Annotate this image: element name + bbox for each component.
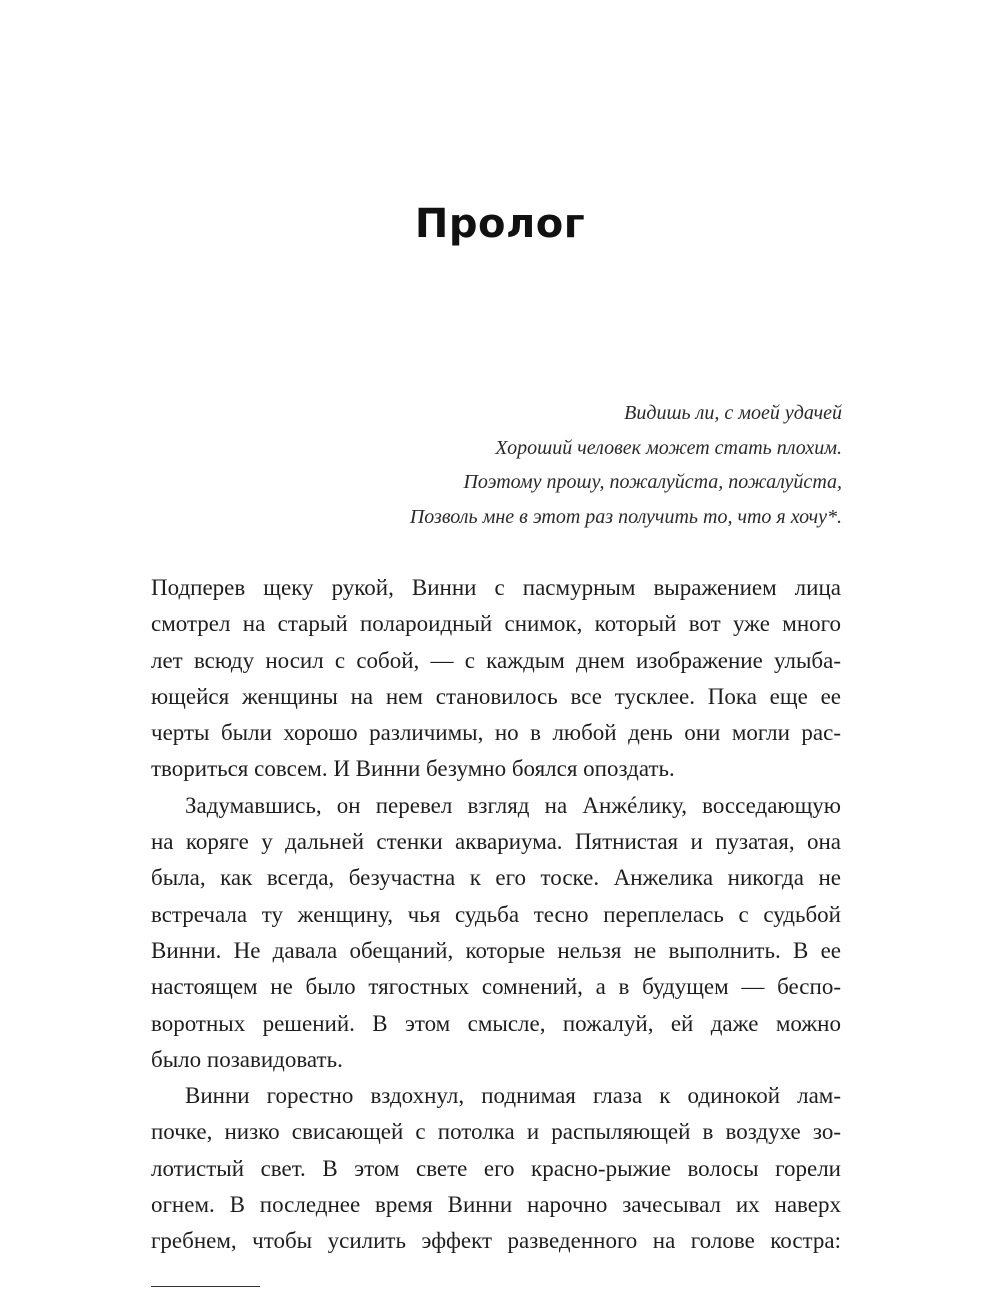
text-line: Винни. Не давала обещаний, которые нельзя не выполнить. В ее: [151, 937, 841, 963]
text-line: встречала ту женщину, чья судьба тесно переплелась с судьбой: [151, 901, 841, 927]
paragraph: [151, 788, 841, 1078]
text-line: гребнем, чтобы усилить эффект разведенного на голове костра:: [151, 1228, 841, 1254]
epigraph-line: Поэтому прошу, пожалуйста, пожалуйста,: [463, 471, 842, 493]
text-line: огнем. В последнее время Винни нарочно зачесывал их наверх: [151, 1192, 841, 1218]
text-line: лет всюду носил с собой, — с каждым днем изображение улыба-: [151, 647, 841, 673]
text-line: Винни горестно вздохнул, поднимая глаза к одинокой лам-: [185, 1083, 841, 1109]
epigraph: [222, 396, 842, 534]
epigraph-line: Хороший человек может стать плохим.: [495, 436, 842, 459]
text-line: лотистый свет. В этом свете его красно-рыжие волосы горели: [151, 1155, 841, 1181]
text-line: ющейся женщины на нем становилось все тусклее. Пока еще ее: [151, 683, 841, 709]
epigraph-line: Видишь ли, с моей удачей: [624, 402, 842, 424]
paragraph: [151, 1078, 841, 1259]
text-line: на коряге у дальней стенки аквариума. Пятнистая и пузатая, она: [151, 829, 841, 855]
paragraph: [151, 570, 841, 788]
text-line: было позавидовать.: [151, 1046, 343, 1072]
body-text: [151, 570, 841, 1260]
text-line: смотрел на старый полароидный снимок, который вот уже много: [151, 611, 841, 637]
text-line: твориться совсем. И Винни безумно боялся опоздать.: [151, 756, 675, 782]
text-line: была, как всегда, безучастна к его тоске. Анжелика никогда не: [151, 865, 841, 891]
footnote-separator: [151, 1286, 260, 1287]
text-line: почке, низко свисающей с потолка и распыляющей в воздухе зо-: [151, 1119, 841, 1145]
text-line: черты были хорошо различимы, но в любой день они могли рас-: [151, 720, 841, 746]
text-line: воротных решений. В этом смысле, пожалуй, ей даже можно: [151, 1010, 841, 1036]
text-line: Подперев щеку рукой, Винни с пасмурным выражением лица: [151, 575, 841, 600]
text-line: Задумавшись, он перевел взгляд на Анжéлику, восседающую: [185, 792, 841, 818]
text-line: настоящем не было тягостных сомнений, а в будущем — беспо-: [151, 974, 841, 1000]
epigraph-line: Позволь мне в этот раз получить то, что я хочу*.: [409, 505, 842, 528]
chapter-title: Пролог: [414, 201, 586, 247]
